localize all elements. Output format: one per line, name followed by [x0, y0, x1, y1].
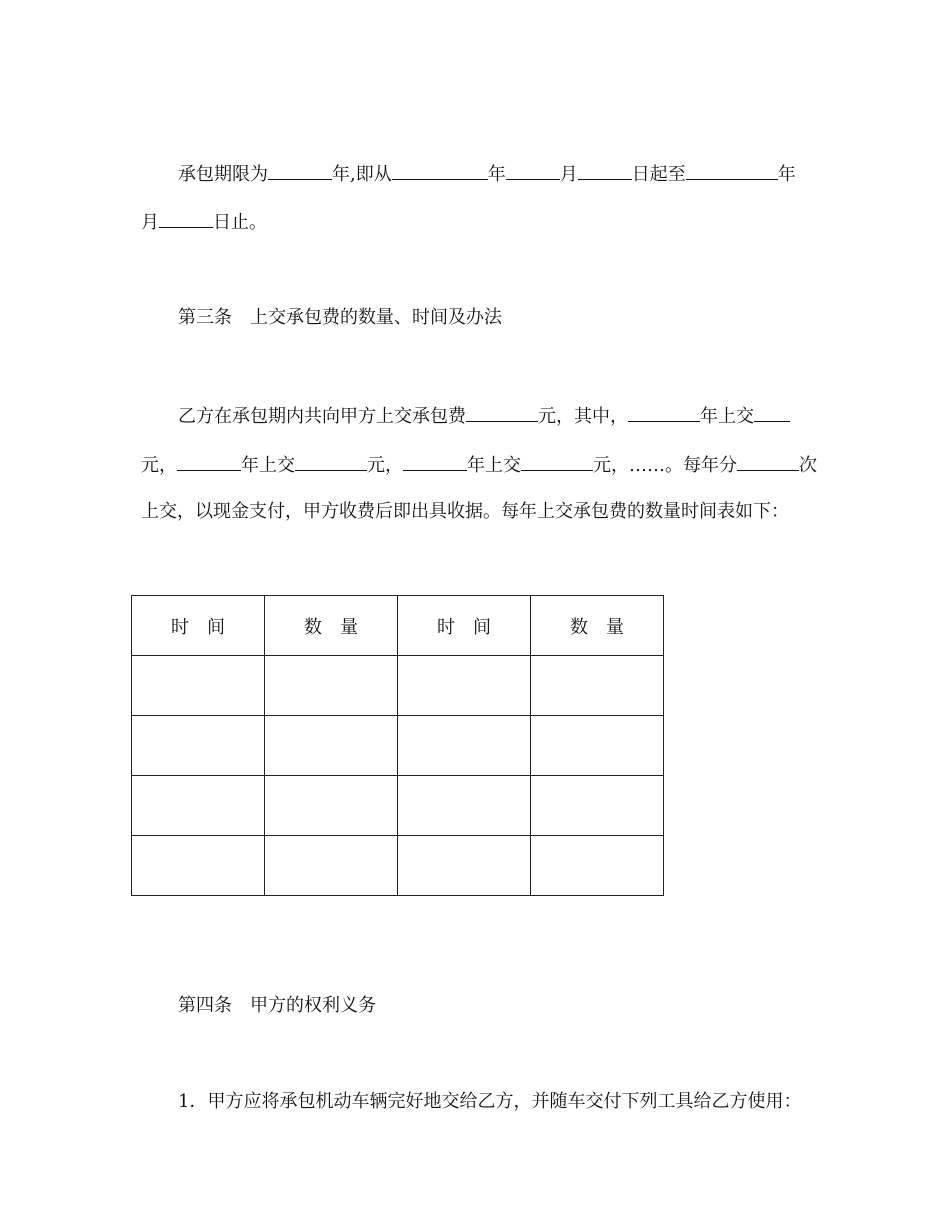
- term-text: 日止。: [213, 212, 267, 233]
- table-row: [132, 656, 664, 716]
- table-header-row: [132, 596, 664, 656]
- header-amount: 数量: [265, 596, 398, 656]
- year-1-blank: [628, 403, 700, 422]
- term-line-1: [178, 161, 796, 185]
- table-cell[interactable]: [132, 656, 265, 716]
- fees-text: 元，: [367, 455, 403, 476]
- fees-text: 年上交: [467, 455, 521, 476]
- term-text: 日起至: [631, 164, 686, 185]
- fees-text: 元，: [141, 455, 177, 476]
- header-time: 时间: [132, 596, 265, 656]
- term-text: 年: [487, 164, 506, 185]
- term-text: 年: [777, 164, 796, 185]
- table-cell[interactable]: [265, 836, 398, 896]
- fees-text: 元，……。每年分: [593, 455, 737, 476]
- year-2-blank: [177, 452, 241, 471]
- table-cell[interactable]: [132, 836, 265, 896]
- term-years-blank: [268, 161, 332, 180]
- table-row: [132, 716, 664, 776]
- term-text: 承包期限为: [178, 164, 268, 185]
- amount-1-blank: [754, 403, 790, 422]
- fees-text: 元，其中，: [538, 406, 628, 427]
- fees-text: 乙方在承包期内共向甲方上交承包费: [178, 406, 466, 427]
- start-month-blank: [506, 161, 560, 180]
- total-fee-blank: [466, 403, 538, 422]
- fees-line-2: [141, 452, 817, 476]
- header-amount: 数量: [531, 596, 664, 656]
- amount-2-blank: [295, 452, 367, 471]
- table-cell[interactable]: [265, 776, 398, 836]
- fees-text: 年上交: [700, 406, 754, 427]
- fees-text: 次: [799, 455, 817, 476]
- table-cell[interactable]: [398, 776, 531, 836]
- installments-blank: [737, 452, 799, 471]
- table-cell[interactable]: [398, 716, 531, 776]
- term-line-2: [141, 209, 267, 233]
- amount-3-blank: [521, 452, 593, 471]
- fees-line-1: [178, 403, 790, 427]
- term-text: 月: [559, 164, 578, 185]
- term-text: 年,即从: [332, 164, 392, 185]
- table-cell[interactable]: [398, 656, 531, 716]
- fees-line-3: 上交，以现金支付，甲方收费后即出具收据。每年上交承包费的数量时间表如下：: [141, 501, 789, 522]
- table-cell[interactable]: [531, 656, 664, 716]
- article-4-item-1: 1．甲方应将承包机动车辆完好地交给乙方，并随车交付下列工具给乙方使用：: [178, 1091, 802, 1112]
- article-3-heading: 第三条 上交承包费的数量、时间及办法: [178, 307, 502, 328]
- table-cell[interactable]: [132, 716, 265, 776]
- table-cell[interactable]: [531, 716, 664, 776]
- table-cell[interactable]: [265, 716, 398, 776]
- table-cell[interactable]: [132, 776, 265, 836]
- start-year-blank: [392, 161, 488, 180]
- year-3-blank: [403, 452, 467, 471]
- table-row: [132, 776, 664, 836]
- end-year-blank: [686, 161, 778, 180]
- end-day-blank: [159, 209, 213, 228]
- fees-text: 年上交: [241, 455, 295, 476]
- fee-schedule-table: [131, 595, 664, 896]
- article-4-heading: 第四条 甲方的权利义务: [178, 995, 376, 1016]
- term-text: 月: [141, 212, 159, 233]
- header-time: 时间: [398, 596, 531, 656]
- table-cell[interactable]: [398, 836, 531, 896]
- table-row: [132, 836, 664, 896]
- table-cell[interactable]: [531, 836, 664, 896]
- table-cell[interactable]: [265, 656, 398, 716]
- table-cell[interactable]: [531, 776, 664, 836]
- start-day-blank: [578, 161, 632, 180]
